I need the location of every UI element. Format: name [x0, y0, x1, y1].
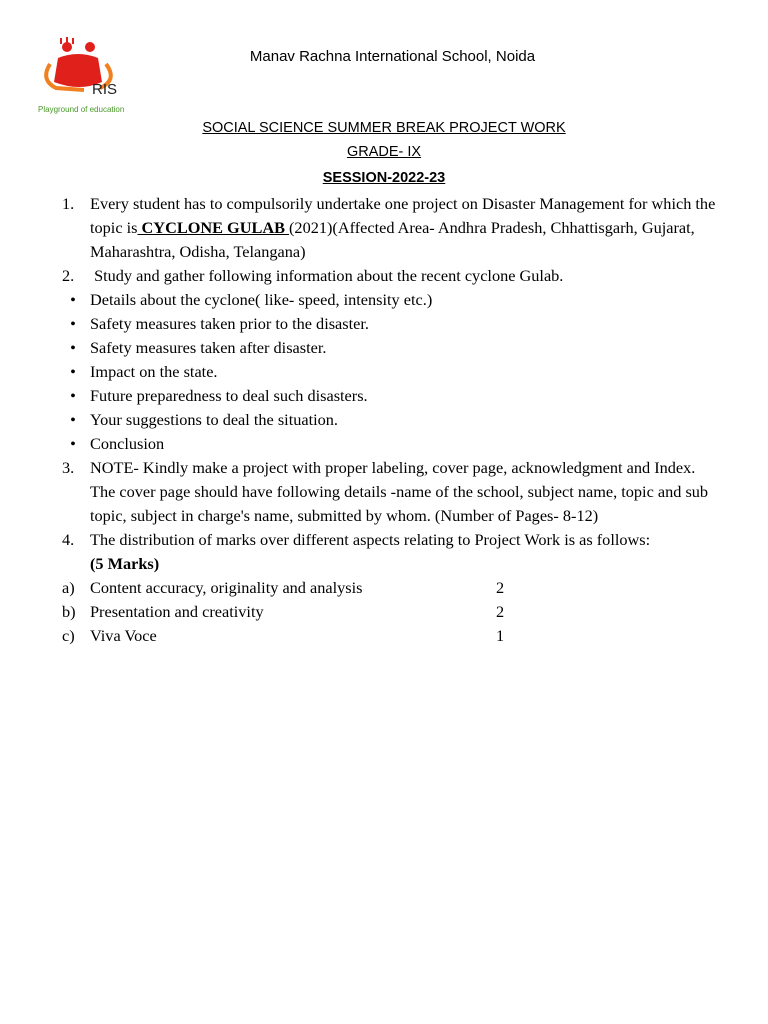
- marks-row: [62, 624, 722, 648]
- bullet-icon: •: [70, 362, 76, 381]
- bullet-text: Future preparedness to deal such disasters.: [90, 386, 368, 405]
- list-item: [62, 192, 722, 264]
- marks-row: [62, 600, 722, 624]
- bullet-item: [62, 360, 722, 384]
- item-1-text: Every student has to compulsorily undertake one project on Disaster Management for which the topic is: [90, 194, 716, 237]
- list-item: [62, 528, 722, 576]
- bullet-item: [62, 432, 722, 456]
- bullet-icon: •: [70, 314, 76, 333]
- list-marker: 2.: [62, 266, 75, 285]
- list-item: [62, 456, 722, 528]
- document-body: [62, 192, 722, 648]
- bullet-item: [62, 384, 722, 408]
- list-marker: b): [62, 602, 76, 621]
- marks-row: [62, 576, 722, 600]
- item-text: [90, 192, 722, 264]
- bullet-text: Safety measures taken prior to the disaster.: [90, 314, 369, 333]
- marks-score: 2: [496, 602, 505, 621]
- list-marker: 4.: [62, 530, 75, 549]
- bullet-item: [62, 288, 722, 312]
- bullet-text: Safety measures taken after disaster.: [90, 338, 327, 357]
- grade-title: GRADE- IX: [346, 144, 422, 160]
- list-marker: a): [62, 578, 75, 597]
- item-1-affected-area: (2021)(Affected Area- Andhra Pradesh, Chhattisgarh, Gujarat, Maharashtra, Odisha, Telangana): [90, 218, 695, 261]
- marks-label: Viva Voce: [90, 626, 157, 645]
- bullet-item: [62, 336, 722, 360]
- bullet-icon: •: [70, 386, 76, 405]
- item-2-text: Study and gather following information about the recent cyclone Gulab.: [90, 266, 564, 285]
- logo-tagline: Playground of education: [38, 105, 125, 114]
- bullet-icon: •: [70, 410, 76, 429]
- marks-label: Presentation and creativity: [90, 602, 264, 621]
- total-marks: (5 Marks): [90, 554, 160, 573]
- bullet-icon: •: [70, 434, 76, 453]
- marks-score: 1: [496, 626, 505, 645]
- list-marker: c): [62, 626, 75, 645]
- school-name: Manav Rachna International School, Noida: [249, 48, 536, 65]
- project-title: SOCIAL SCIENCE SUMMER BREAK PROJECT WORK: [202, 120, 566, 136]
- topic-name: CYCLONE GULAB: [137, 218, 290, 237]
- bullet-item: [62, 312, 722, 336]
- item-4-text: The distribution of marks over different aspects relating to Project Work is as follows:: [90, 530, 651, 549]
- list-item: [62, 264, 722, 288]
- bullet-icon: •: [70, 338, 76, 357]
- marks-label: Content accuracy, originality and analysis: [90, 578, 363, 597]
- list-marker: 1.: [62, 194, 75, 213]
- bullet-text: Conclusion: [90, 434, 165, 453]
- item-3-text: NOTE- Kindly make a project with proper labeling, cover page, acknowledgment and Index. The cover page should have following details -name of the school, subject name, topic and sub topic, subject in charge's name, submitted by whom. (Number of Pages- 8-12): [90, 458, 709, 525]
- bullet-text: Impact on the state.: [90, 362, 218, 381]
- bullet-text: Details about the cyclone( like- speed, intensity etc.): [90, 290, 433, 309]
- session-title: SESSION-2022-23: [322, 170, 446, 186]
- bullet-icon: •: [70, 290, 76, 309]
- item-4: [90, 528, 722, 576]
- logo-text: RIS: [92, 81, 118, 98]
- bullet-item: [62, 408, 722, 432]
- bullet-text: Your suggestions to deal the situation.: [90, 410, 338, 429]
- marks-score: 2: [496, 578, 505, 597]
- list-marker: 3.: [62, 458, 75, 477]
